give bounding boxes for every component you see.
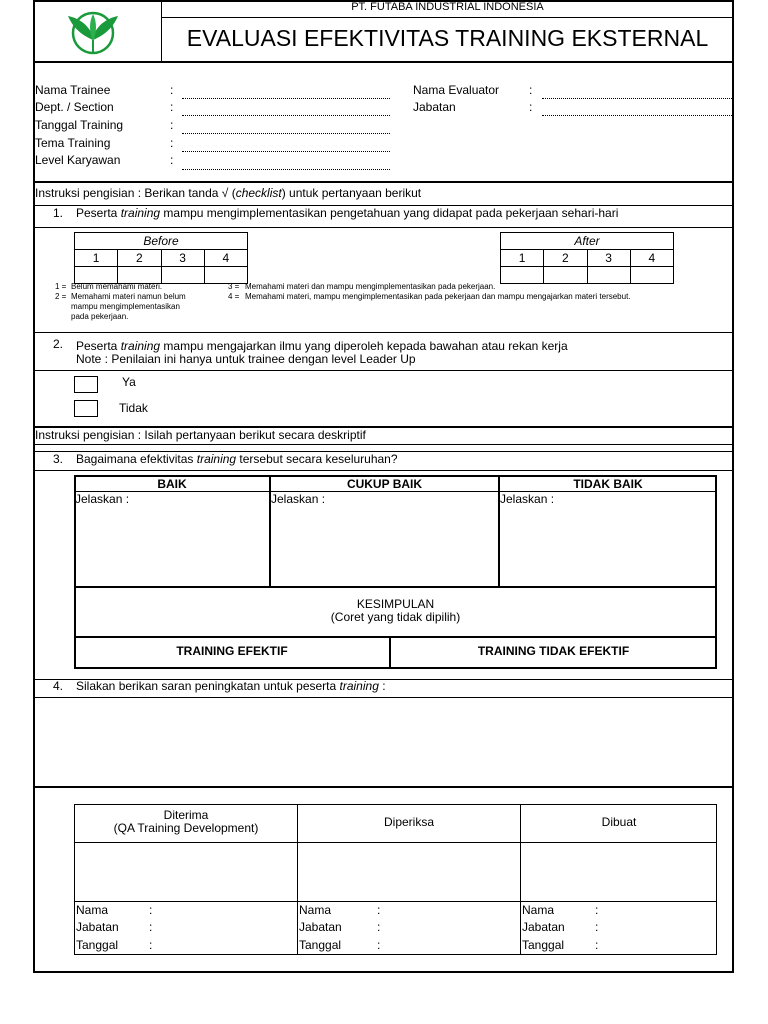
legend-1-num: 1 = xyxy=(55,282,67,291)
signoff-sep: : xyxy=(377,938,381,952)
tidak-baik-explain-field[interactable]: Jelaskan : xyxy=(500,492,555,506)
before-rating-table xyxy=(74,232,248,284)
signoff-sep: : xyxy=(149,920,153,934)
q3-grid xyxy=(74,475,717,669)
suggestion-area[interactable] xyxy=(35,698,732,786)
signoff-sep: : xyxy=(377,903,381,917)
before-scale-1: 1 xyxy=(75,250,118,267)
section-line xyxy=(33,470,734,471)
field-sep: : xyxy=(170,118,174,132)
section-line xyxy=(33,786,734,788)
option-tidak-label: Tidak xyxy=(119,401,148,415)
field-sep: : xyxy=(170,153,174,167)
field-label-nama-trainee: Nama Trainee xyxy=(35,83,111,97)
signoff-dibuat: Dibuat xyxy=(601,815,637,829)
field-sep: : xyxy=(529,83,533,97)
after-scale-4: 4 xyxy=(630,250,673,267)
field-label-level-karyawan: Level Karyawan xyxy=(35,153,121,167)
field-label-tanggal-training: Tanggal Training xyxy=(35,118,124,132)
signoff-sep: : xyxy=(149,903,153,917)
col-cukup-baik-header: CUKUP BAIK xyxy=(346,477,423,491)
company-logo xyxy=(62,6,124,58)
checkbox-tidak[interactable] xyxy=(74,400,98,417)
section-line xyxy=(33,227,734,228)
q3-conclusion-line xyxy=(74,636,717,638)
field-sep: : xyxy=(170,136,174,150)
after-scale-3: 3 xyxy=(587,250,630,267)
signoff-jabatan-label: Jabatan xyxy=(299,920,342,934)
before-check-2[interactable] xyxy=(118,267,161,284)
header-bottom-line xyxy=(33,61,734,63)
q3-header-line xyxy=(74,491,717,492)
signoff-nama-label: Nama xyxy=(76,903,109,917)
field-label-nama-evaluator: Nama Evaluator xyxy=(413,83,500,97)
baik-explain-field[interactable]: Jelaskan : xyxy=(75,492,130,506)
signoff-sep: : xyxy=(149,938,153,952)
instruction-checklist: Instruksi pengisian : Berikan tanda √ (checklist) untuk pertanyaan berikut xyxy=(35,186,422,200)
before-label: Before xyxy=(75,233,248,250)
before-scale-3: 3 xyxy=(161,250,204,267)
instruction-descriptive: Instruksi pengisian : Isilah pertanyaan berikut secara deskriptif xyxy=(35,428,366,442)
after-check-3[interactable] xyxy=(587,267,630,284)
tanggal-training-input[interactable] xyxy=(182,133,390,134)
after-check-1[interactable] xyxy=(501,267,544,284)
option-ya-label: Ya xyxy=(122,375,136,389)
signoff-sep: : xyxy=(595,938,599,952)
field-sep: : xyxy=(170,83,174,97)
jabatan-input[interactable] xyxy=(542,115,732,116)
legend-2-text-2: mampu mengimplementasikan xyxy=(71,302,180,311)
section-line xyxy=(33,181,734,183)
before-check-1[interactable] xyxy=(75,267,118,284)
after-check-2[interactable] xyxy=(544,267,587,284)
before-scale-4: 4 xyxy=(204,250,247,267)
col-baik-header: BAIK xyxy=(157,477,187,491)
legend-3-text: Memahami materi dan mampu mengimplementasikan pada pekerjaan. xyxy=(245,282,496,291)
nama-evaluator-input[interactable] xyxy=(542,98,732,99)
before-check-3[interactable] xyxy=(161,267,204,284)
signoff-diperiksa: Diperiksa xyxy=(383,815,434,829)
signoff-sep: : xyxy=(595,920,599,934)
signoff-diterima: Diterima xyxy=(163,808,209,822)
signature-area-dibuat[interactable] xyxy=(521,843,717,901)
option-training-efektif[interactable]: TRAINING EFEKTIF xyxy=(176,644,288,658)
signoff-tanggal-label: Tanggal xyxy=(299,938,342,952)
cukup-baik-explain-field[interactable]: Jelaskan : xyxy=(271,492,326,506)
after-rating-table xyxy=(500,232,674,284)
header-company-line xyxy=(161,17,733,18)
level-karyawan-input[interactable] xyxy=(182,169,390,170)
signoff-tanggal-label: Tanggal xyxy=(76,938,119,952)
question-2-number: 2. xyxy=(53,337,64,351)
tema-training-input[interactable] xyxy=(182,151,390,152)
question-3-number: 3. xyxy=(53,452,64,466)
signoff-jabatan-label: Jabatan xyxy=(522,920,565,934)
field-label-jabatan: Jabatan xyxy=(413,100,456,114)
nama-trainee-input[interactable] xyxy=(182,98,390,99)
question-1-text: Peserta training mampu mengimplementasikan pengetahuan yang didapat pada pekerjaan sehari-hari xyxy=(76,206,619,220)
signature-area-diperiksa[interactable] xyxy=(298,843,520,901)
legend-4-text: Memahami materi, mampu mengimplementasikan pada pekerjaan dan mampu mengajarkan materi tersebut. xyxy=(245,292,631,301)
after-scale-2: 2 xyxy=(544,250,587,267)
legend-1-text: Belum memahami materi. xyxy=(71,282,163,291)
form-title: EVALUASI EFEKTIVITAS TRAINING EKSTERNAL xyxy=(186,25,709,51)
dept-input[interactable] xyxy=(182,115,390,116)
after-label: After xyxy=(501,233,674,250)
option-training-tidak-efektif[interactable]: TRAINING TIDAK EFEKTIF xyxy=(477,644,630,658)
legend-2-text-3: pada pekerjaan. xyxy=(71,312,129,321)
field-label-tema-training: Tema Training xyxy=(35,136,111,150)
checkbox-ya[interactable] xyxy=(74,376,98,393)
question-4-text: Silakan berikan saran peningkatan untuk peserta training : xyxy=(76,679,386,693)
section-line xyxy=(33,444,734,445)
signoff-jabatan-label: Jabatan xyxy=(76,920,119,934)
legend-2-text: Memahami materi namun belum xyxy=(71,292,186,301)
section-line xyxy=(33,370,734,371)
field-sep: : xyxy=(529,100,533,114)
question-1-number: 1. xyxy=(53,206,64,220)
legend-3-num: 3 = xyxy=(228,282,240,291)
question-2-text: Peserta training mampu mengajarkan ilmu yang diperoleh kepada bawahan atau rekan kerja xyxy=(76,339,568,353)
section-line xyxy=(33,332,734,333)
field-sep: : xyxy=(170,100,174,114)
company-name: PT. FUTABA INDUSTRIAL INDONESIA xyxy=(351,1,544,13)
legend-2-num: 2 = xyxy=(55,292,67,301)
question-3-text: Bagaimana efektivitas training tersebut secara keseluruhan? xyxy=(76,452,398,466)
signoff-nama-label: Nama xyxy=(299,903,332,917)
signoff-sep: : xyxy=(595,903,599,917)
legend-4-num: 4 = xyxy=(228,292,240,301)
signoff-sign-line xyxy=(74,901,717,902)
before-scale-2: 2 xyxy=(118,250,161,267)
before-check-4[interactable] xyxy=(204,267,247,284)
field-label-dept: Dept. / Section xyxy=(35,100,114,114)
signoff-tanggal-label: Tanggal xyxy=(522,938,565,952)
signoff-nama-label: Nama xyxy=(522,903,555,917)
question-4-number: 4. xyxy=(53,679,64,693)
conclusion-title: KESIMPULAN xyxy=(356,597,435,611)
signoff-sep: : xyxy=(377,920,381,934)
after-check-4[interactable] xyxy=(630,267,673,284)
question-2-note: Note : Penilaian ini hanya untuk trainee dengan level Leader Up xyxy=(76,352,416,366)
q3-explain-bottom-line xyxy=(74,586,717,588)
conclusion-subtitle: (Coret yang tidak dipilih) xyxy=(330,610,461,624)
signature-area-diterima[interactable] xyxy=(75,843,297,901)
col-tidak-baik-header: TIDAK BAIK xyxy=(573,477,643,491)
after-scale-1: 1 xyxy=(501,250,544,267)
signoff-qa-training: (QA Training Development) xyxy=(113,821,259,835)
